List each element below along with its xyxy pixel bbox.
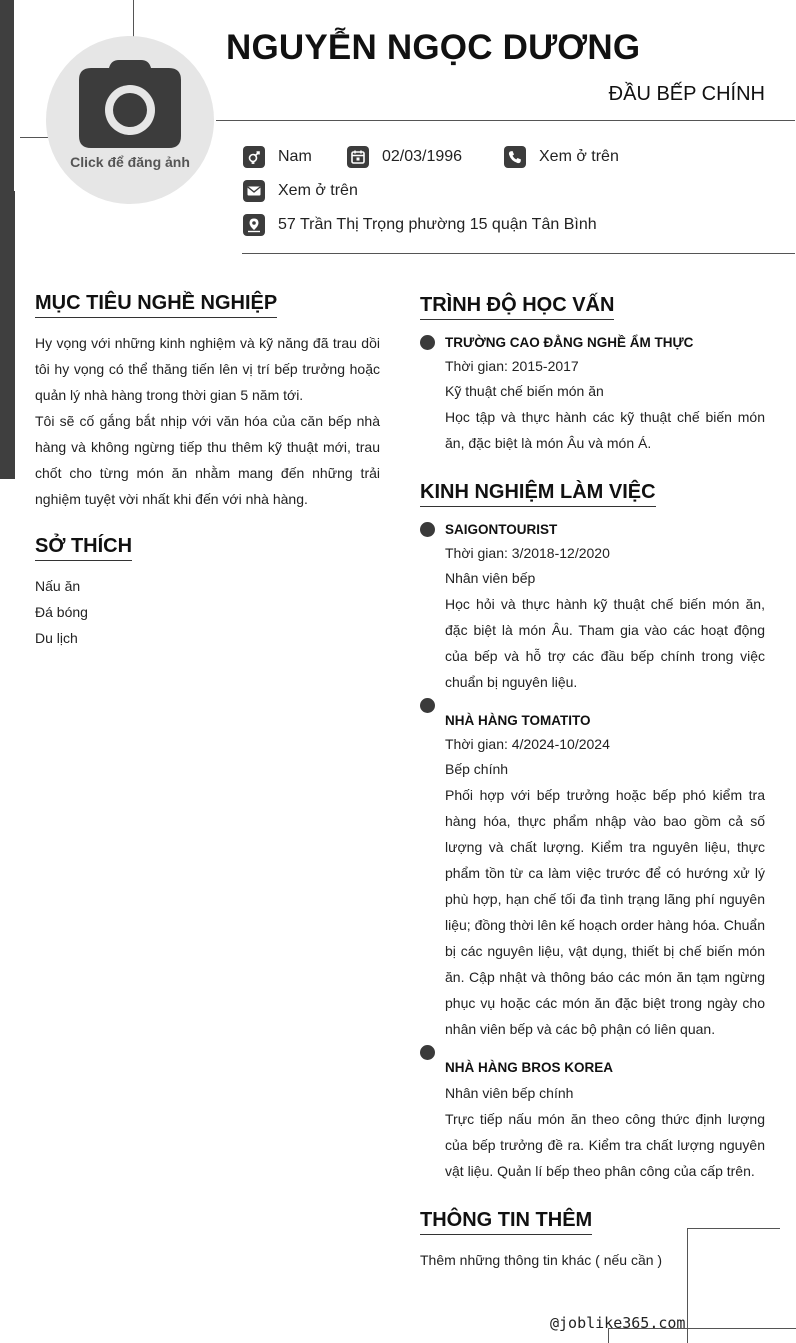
candidate-name: NGUYỄN NGỌC DƯƠNG — [226, 28, 641, 67]
calendar-icon — [347, 146, 369, 168]
job-description: Học hỏi và thực hành kỹ thuật chế biến món ăn, đặc biệt là món Âu. Tham gia vào các hoạt động của bếp và hỗ trợ các đầu bếp chính trong việc chuẩn bị nguyên liệu. — [445, 596, 765, 690]
job-role: Nhân viên bếp — [445, 570, 536, 586]
education-school: TRƯỜNG CAO ĐẲNG NGHỀ ẨM THỰC — [445, 335, 694, 350]
job-description: Trực tiếp nấu món ăn theo công thức định lượng của bếp trưởng đề ra. Kiểm tra chất lượng nguyên vật liệu. Quản lí bếp theo phân công của cấp trên. — [445, 1111, 765, 1179]
education-title: TRÌNH ĐỘ HỌC VẤN — [420, 294, 614, 320]
timeline-dot — [420, 335, 435, 350]
decor-line-left — [20, 137, 48, 138]
objective-paragraph-1: Hy vọng với những kinh nghiệm và kỹ năng đã trau dồi tôi hy vọng có thể thăng tiến lên vị trí bếp trưởng hoặc quản lý nhà hàng trong thời gian 5 năm tới. — [35, 335, 380, 403]
gender-value: Nam — [278, 148, 312, 165]
birthday-value: 02/03/1996 — [382, 148, 463, 165]
timeline-dot — [420, 1045, 435, 1060]
job-time: Thời gian: 3/2018-12/2020 — [445, 545, 610, 561]
header-divider — [216, 120, 795, 121]
email-value: Xem ở trên — [278, 182, 358, 199]
decor-line-top — [133, 0, 134, 38]
education-description: Học tập và thực hành các kỹ thuật chế biến món ăn, đặc biệt là món Âu và món Á. — [445, 409, 765, 451]
job-title: ĐẦU BẾP CHÍNH — [608, 83, 765, 105]
decor-bar-right — [0, 191, 15, 479]
address-value: 57 Trần Thị Trọng phường 15 quận Tân Bình — [278, 216, 597, 233]
hobby-item: Đá bóng — [35, 604, 88, 620]
additional-text: Thêm những thông tin khác ( nếu cần ) — [420, 1252, 663, 1268]
phone-icon — [504, 146, 526, 168]
hobby-item: Nấu ăn — [35, 578, 81, 594]
avatar-caption: Click để đăng ảnh — [70, 154, 190, 170]
contact-divider — [242, 253, 795, 254]
avatar-upload[interactable] — [46, 36, 214, 204]
contact-email — [243, 180, 358, 202]
job-company: NHÀ HÀNG TOMATITO — [445, 713, 591, 728]
objective-paragraph-2: Tôi sẽ cố gắng bắt nhịp với văn hóa của căn bếp nhà hàng và không ngừng tiếp thu thêm kỹ thuật mới, trau chốt cho từng món ăn nhằm mang đến những trải nghiệm tuyệt vời nhất khi đến với nhà hàng. — [35, 413, 380, 507]
decor-line-br-h — [687, 1228, 780, 1229]
camera-icon — [79, 60, 181, 148]
location-icon — [243, 214, 265, 236]
experience-title: KINH NGHIỆM LÀM VIỆC — [420, 481, 656, 507]
contact-address — [243, 214, 597, 236]
contact-birthday — [347, 146, 462, 168]
job-company: NHÀ HÀNG BROS KOREA — [445, 1060, 614, 1075]
hobby-item: Du lịch — [35, 630, 78, 646]
hobbies-title: SỞ THÍCH — [35, 535, 132, 561]
job-role: Nhân viên bếp chính — [445, 1085, 574, 1101]
gender-icon — [243, 146, 265, 168]
job-time: Thời gian: 4/2024-10/2024 — [445, 736, 610, 752]
watermark: @joblike365.com — [550, 1314, 686, 1332]
objective-title: MỤC TIÊU NGHỀ NGHIỆP — [35, 292, 277, 318]
job-description: Phối hợp với bếp trưởng hoặc bếp phó kiểm tra hàng hóa, thực phẩm nhập vào bao gồm cả số lượng và chất lượng. Kiểm tra nguyên liệu, thực phẩm tồn từ ca làm việc trước để có hướng xử lý phù hợp, hạn chế tối đa tình trạng lãng phí nguyên liệu; đồng thời lên kế hoạch order hàng hóa. Chuẩn bị các nguyên liệu, vật dụng, thiết bị chế biến món ăn. Cập nhật và thông báo các món ăn tạm ngừng phục vụ hoặc các món ăn đặc biệt trong ngày cho nhân viên bếp và các bộ phận có liên quan. — [445, 787, 765, 1037]
phone-value: Xem ở trên — [539, 148, 619, 165]
timeline-dot — [420, 698, 435, 713]
decor-line-br-v — [687, 1228, 688, 1343]
contact-gender — [243, 146, 312, 168]
education-time: Thời gian: 2015-2017 — [445, 358, 579, 374]
education-major: Kỹ thuật chế biến món ăn — [445, 383, 604, 399]
job-role: Bếp chính — [445, 761, 509, 777]
job-company: SAIGONTOURIST — [445, 522, 558, 537]
contact-phone — [504, 146, 619, 168]
timeline-dot — [420, 522, 435, 537]
decor-bar-left — [0, 0, 14, 191]
email-icon — [243, 180, 265, 202]
additional-title: THÔNG TIN THÊM — [420, 1209, 592, 1235]
